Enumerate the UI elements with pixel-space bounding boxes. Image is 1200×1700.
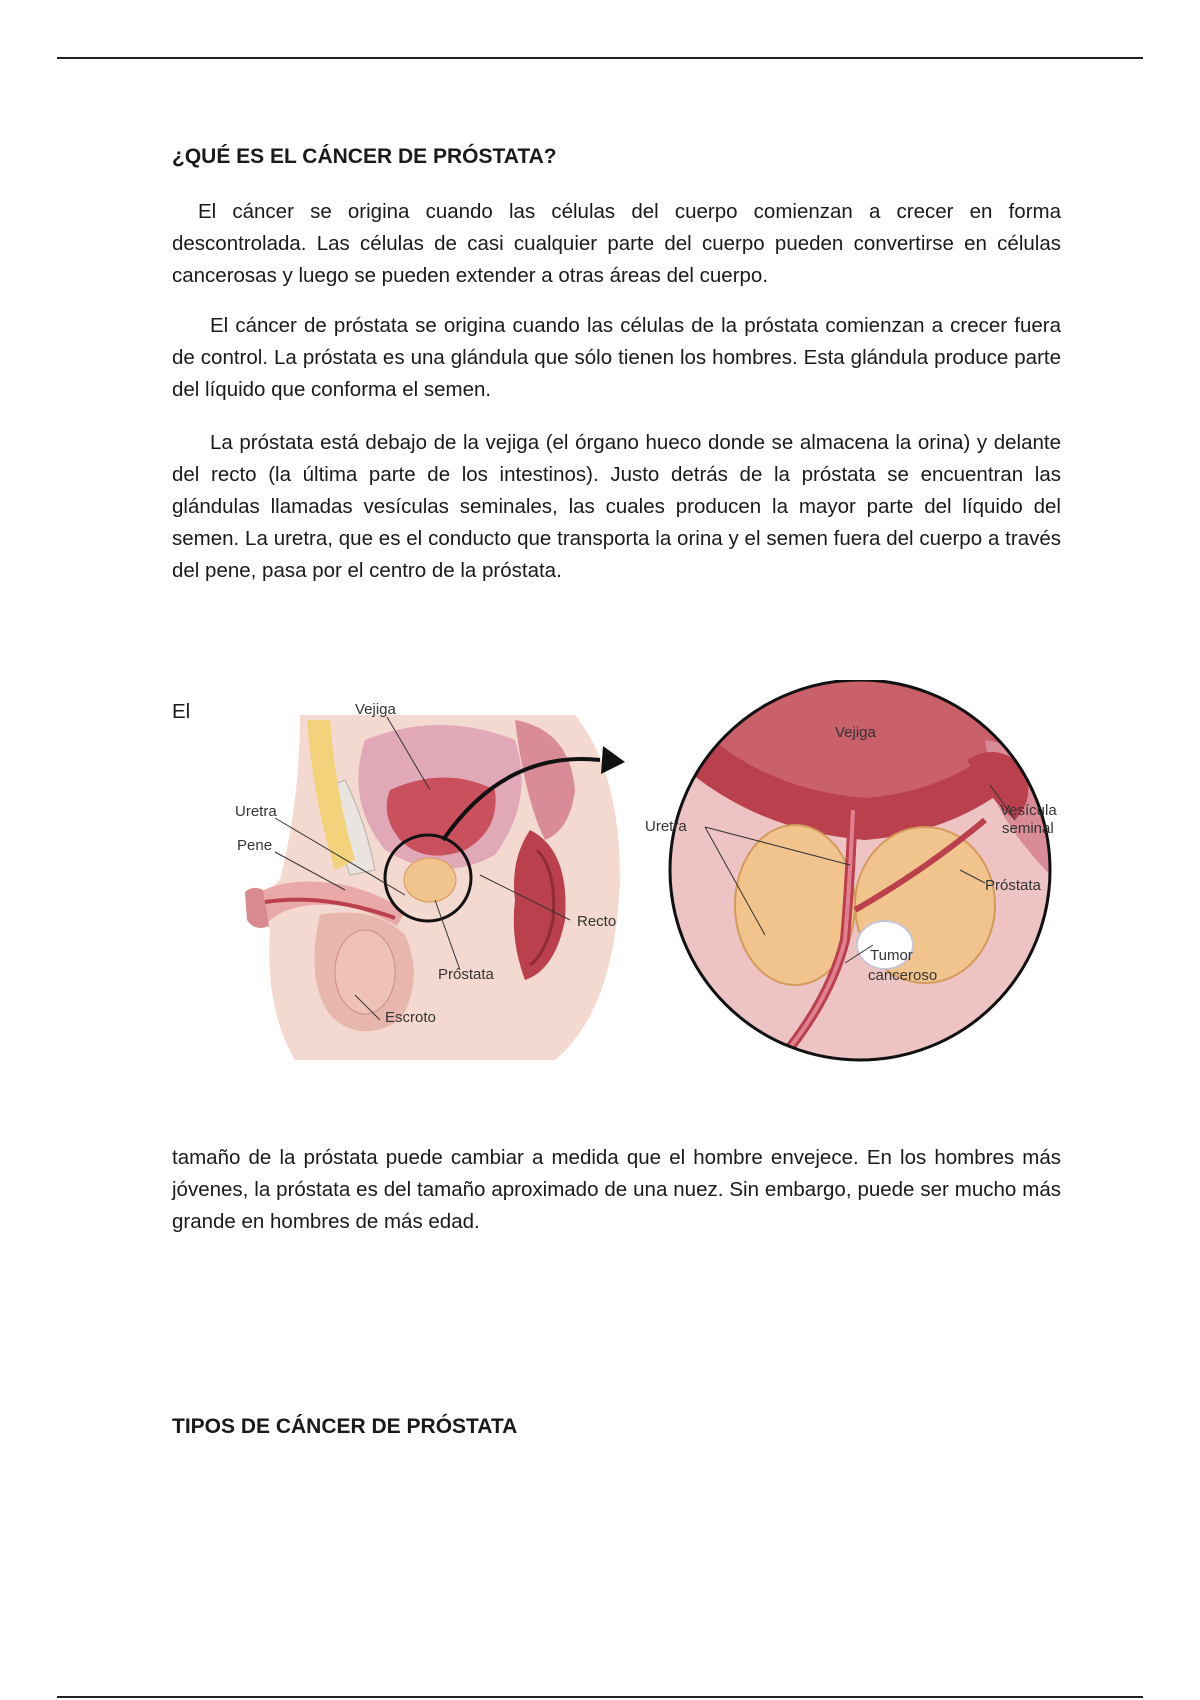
section-title-tipos: TIPOS DE CÁNCER DE PRÓSTATA [172, 1415, 518, 1438]
label-escroto: Escroto [385, 1009, 436, 1026]
paragraph-2: El cáncer de próstata se origina cuando las células de la próstata comienzan a crecer fuera de control. La próstata es una glándula que sólo tienen los hombres. Esta glándula produce parte del líquido que conforma el semen. [172, 314, 1061, 401]
label-uretra-left: Uretra [235, 803, 277, 820]
paragraph-1: El cáncer se origina cuando las células del cuerpo comienzan a crecer en forma descontrolada. Las células de casi cualquier parte del cuerpo pueden convertirse en células cancerosas y luego se pueden extender a otras áreas del cuerpo. [172, 200, 1061, 287]
paragraph-4-continuation: tamaño de la próstata puede cambiar a medida que el hombre envejece. En los hombres más jóvenes, la próstata es del tamaño aproximado de una nuez. Sin embargo, puede ser mucho más grande en hombres de más edad. [172, 1146, 1061, 1233]
paragraph-3: La próstata está debajo de la vejiga (el órgano hueco donde se almacena la orina) y delante del recto (la última parte de los intestinos). Justo detrás de la próstata se encuentran las glándulas llamadas vesículas seminales, las cuales producen la mayor parte del líquido del semen. La uretra, que es el conducto que transporta la orina y el semen fuera del cuerpo a través del pene, pasa por el centro de la próstata. [172, 431, 1061, 582]
prostate-anatomy-figure [225, 680, 1095, 1115]
label-vesicula-line2: seminal [1002, 820, 1054, 837]
label-pene: Pene [237, 837, 273, 854]
label-tumor-line2: canceroso [868, 967, 938, 984]
label-uretra-zoom: Uretra [645, 818, 687, 835]
label-prostata-zoom: Próstata [985, 877, 1041, 894]
label-recto: Recto [577, 913, 617, 930]
label-vejiga-zoom: Vejiga [835, 724, 876, 741]
bottom-rule [57, 1696, 1143, 1698]
label-vesicula-line1: Vesícula [1000, 802, 1057, 819]
top-rule [57, 57, 1143, 59]
section-title-que-es: ¿QUÉ ES EL CÁNCER DE PRÓSTATA? [172, 145, 557, 168]
zoom-detail-illustration [645, 680, 1057, 1060]
label-prostata-left: Próstata [438, 966, 494, 983]
sagittal-illustration [235, 701, 625, 1060]
label-vejiga-left: Vejiga [355, 701, 396, 718]
label-tumor-line1: Tumor [870, 947, 913, 964]
wrapped-word: El [172, 700, 191, 723]
